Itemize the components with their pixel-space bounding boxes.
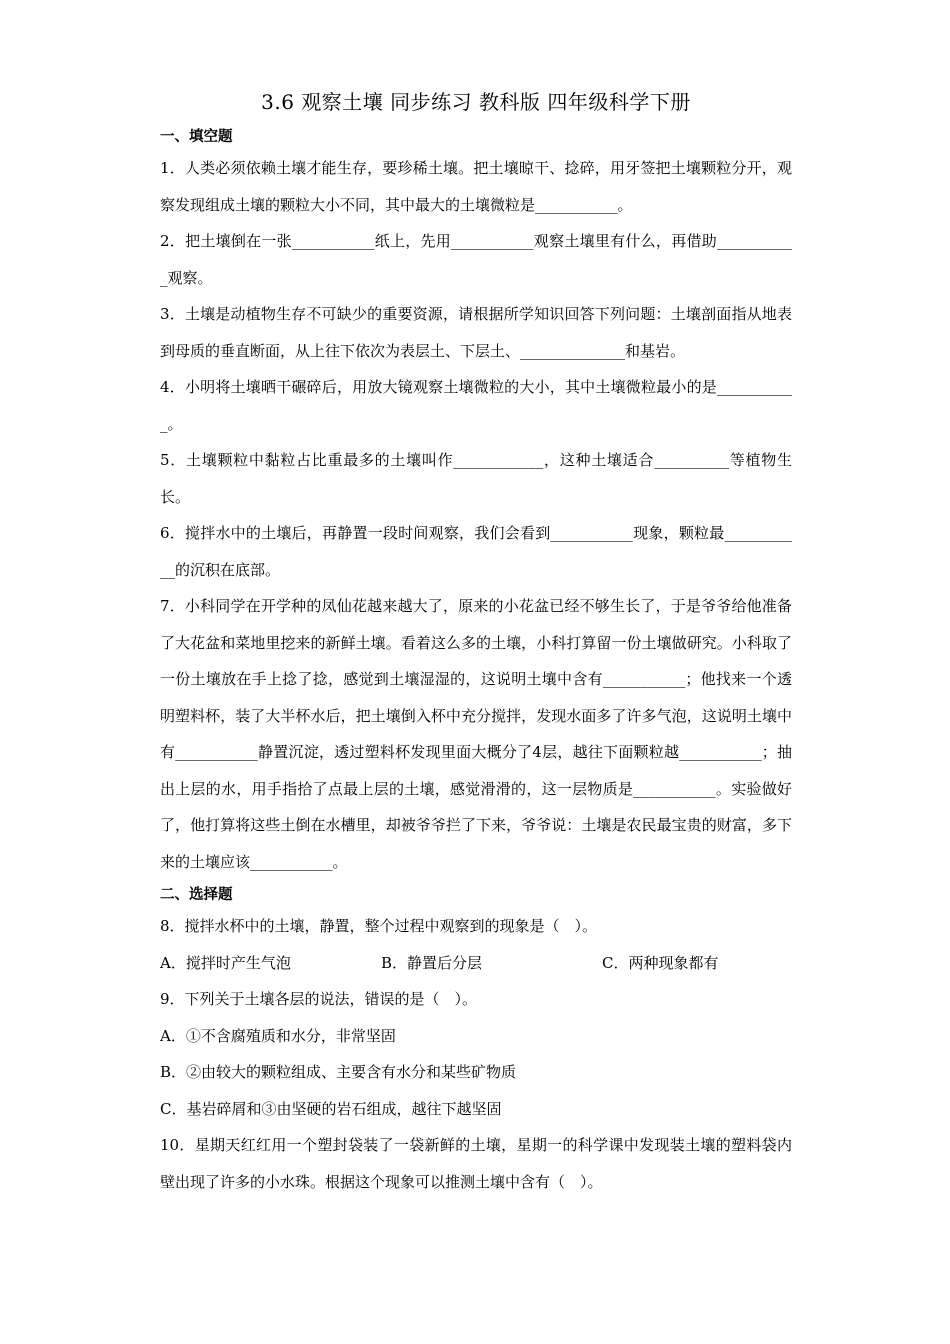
option-c: C．两种现象都有 — [602, 953, 719, 972]
question-8-options — [160, 945, 792, 982]
question-5: 5．土壤颗粒中黏粒占比重最多的土壤叫作____________，这种土壤适合__________等植物生长。 — [160, 451, 792, 506]
question-8: 8．搅拌水杯中的土壤，静置，整个过程中观察到的现象是（ ）。 — [160, 917, 598, 935]
question-1: 1．人类必须依赖土壤才能生存，要珍稀土壤。把土壤晾干、捻碎，用牙签把土壤颗粒分开，观察发现组成土壤的颗粒大小不同，其中最大的土壤微粒是___________。 — [160, 159, 792, 214]
option-b: B．②由较大的颗粒组成、主要含有水分和某些矿物质 — [160, 1063, 517, 1081]
option-b: B．静置后分层 — [381, 953, 483, 972]
question-6: 6．搅拌水中的土壤后，再静置一段时间观察，我们会看到___________现象，颗粒最___________的沉积在底部。 — [160, 524, 792, 579]
question-9: 9．下列关于土壤各层的说法，错误的是（ ）。 — [160, 990, 478, 1008]
document-page — [160, 86, 792, 1200]
question-4: 4．小明将土壤晒干碾碎后，用放大镜观察土壤微粒的大小，其中土壤微粒最小的是___________。 — [160, 378, 792, 433]
question-10: 10．星期天红红用一个塑封袋装了一袋新鲜的土壤，星期一的科学课中发现装土壤的塑料袋内壁出现了许多的小水珠。根据这个现象可以推测土壤中含有（ ）。 — [160, 1136, 792, 1191]
option-a: A．搅拌时产生气泡 — [160, 953, 291, 972]
question-2: 2．把土壤倒在一张___________纸上，先用___________观察土壤里有什么，再借助___________观察。 — [160, 232, 792, 287]
question-3: 3．土壤是动植物生存不可缺少的重要资源，请根据所学知识回答下列问题：土壤剖面指从地表到母质的垂直断面，从上往下依次为表层土、下层土、______________和基岩。 — [160, 305, 792, 360]
question-7: 7．小科同学在开学种的凤仙花越来越大了，原来的小花盆已经不够生长了，于是爷爷给他准备了大花盆和菜地里挖来的新鲜土壤。看着这么多的土壤，小科打算留一份土壤做研究。小科取了一份土壤放在手上捻了捻，感觉到土壤湿湿的，这说明土壤中含有___________；他找来一个透明塑料杯，装了大半杯水后，把土壤倒入杯中充分搅拌，发现水面多了许多气泡，这说明土壤中有___________静置沉淀，透过塑料杯发现里面大概分了4层，越往下面颗粒越___________；抽出上层的水，用手指拾了点最上层的土壤，感觉滑滑的，这一层物质是___________。实验做好了，他打算将这些土倒在水槽里，却被爷爷拦了下来，爷爷说：土壤是农民最宝贵的财富，多下来的土壤应该___________。 — [160, 597, 792, 871]
option-c: C．基岩碎屑和③由坚硬的岩石组成，越往下越坚固 — [160, 1099, 502, 1118]
document-title: 3.6 观察土壤 同步练习 教科版 四年级科学下册 — [261, 90, 691, 114]
option-a: A．①不含腐殖质和水分，非常坚固 — [160, 1026, 396, 1045]
section-heading-fill-in: 一、填空题 — [160, 129, 233, 145]
section-heading-multiple-choice: 二、选择题 — [160, 887, 233, 903]
